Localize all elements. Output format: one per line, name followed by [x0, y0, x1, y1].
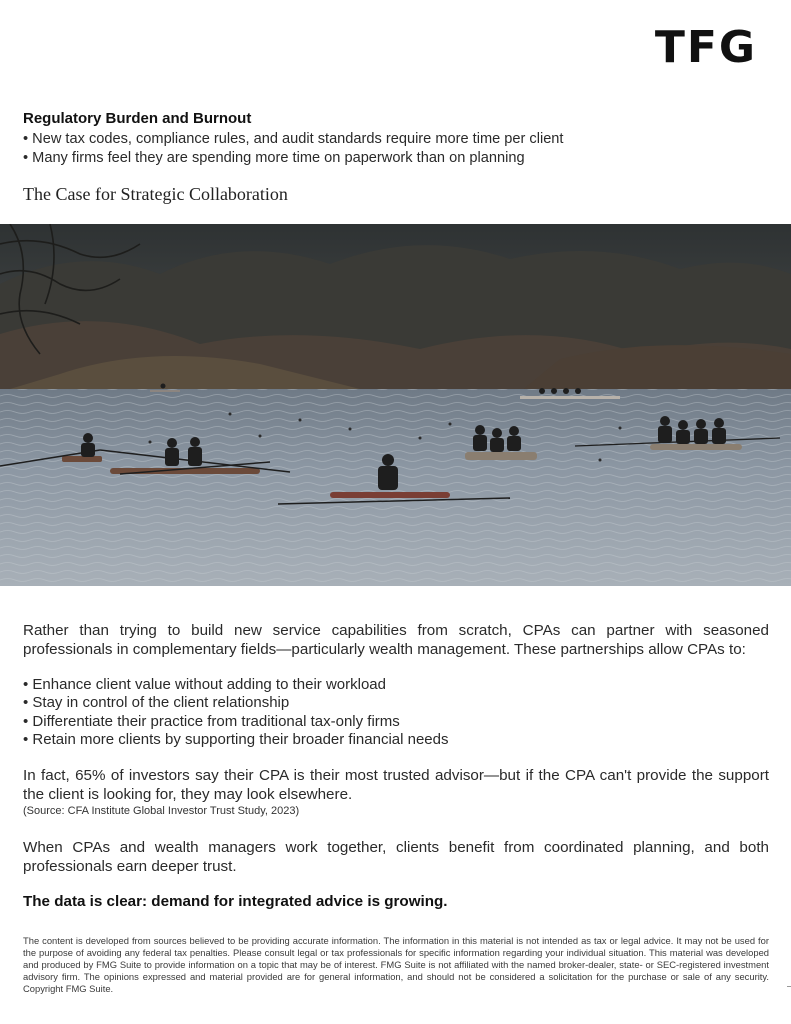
- regulatory-bullets: [23, 130, 769, 168]
- bullet-item: • Differentiate their practice from traditional tax-only firms: [23, 713, 769, 731]
- section-heading: The Case for Strategic Collaboration: [23, 184, 288, 204]
- source-citation: (Source: CFA Institute Global Investor Trust Study, 2023): [23, 805, 300, 817]
- bullet-item: • Many firms feel they are spending more time on paperwork than on planning: [23, 149, 769, 168]
- legal-disclaimer: The content is developed from sources believed to be providing accurate information. The information in this material is not intended as tax or legal advice. It may not be used for the purpose of avoiding any federal tax penalties. Please consult legal or tax professionals for specific information regarding your individual situation. This material was developed and produced by FMG Suite to provide information on a topic that may be of interest. FMG Suite is not affiliated with the named broker-dealer, state- or SEC-registered investment advisory firm. The opinions expressed and material provided are for general information, and should not be considered a solicitation for the purchase or sale of any security. Copyright FMG Suite.: [23, 935, 769, 995]
- key-claim: The data is clear: demand for integrated advice is growing.: [23, 893, 448, 910]
- trust-paragraph: In fact, 65% of investors say their CPA is their most trusted advisor—but if the CPA can't provide the support the client is looking for, they may look elsewhere.: [23, 767, 769, 803]
- bullet-item: • New tax codes, compliance rules, and audit standards require more time per client: [23, 130, 769, 149]
- outcome-paragraph: When CPAs and wealth managers work together, clients benefit from coordinated planning, and both professionals earn deeper trust.: [23, 839, 769, 875]
- bullet-item: • Enhance client value without adding to their workload: [23, 676, 769, 694]
- benefit-bullets: [23, 676, 769, 749]
- regulatory-heading: Regulatory Burden and Burnout: [23, 110, 252, 127]
- tfg-logo: TFG: [654, 22, 757, 73]
- collaboration-paragraph: Rather than trying to build new service capabilities from scratch, CPAs can partner with seasoned professionals in complementary fields—particularly wealth management. These partnerships allow CPAs to:: [23, 622, 769, 658]
- bullet-item: • Stay in control of the client relationship: [23, 694, 769, 712]
- rowers-on-river-photo: [0, 224, 791, 586]
- page-edge-mark: [787, 986, 791, 987]
- bullet-item: • Retain more clients by supporting their broader financial needs: [23, 731, 769, 749]
